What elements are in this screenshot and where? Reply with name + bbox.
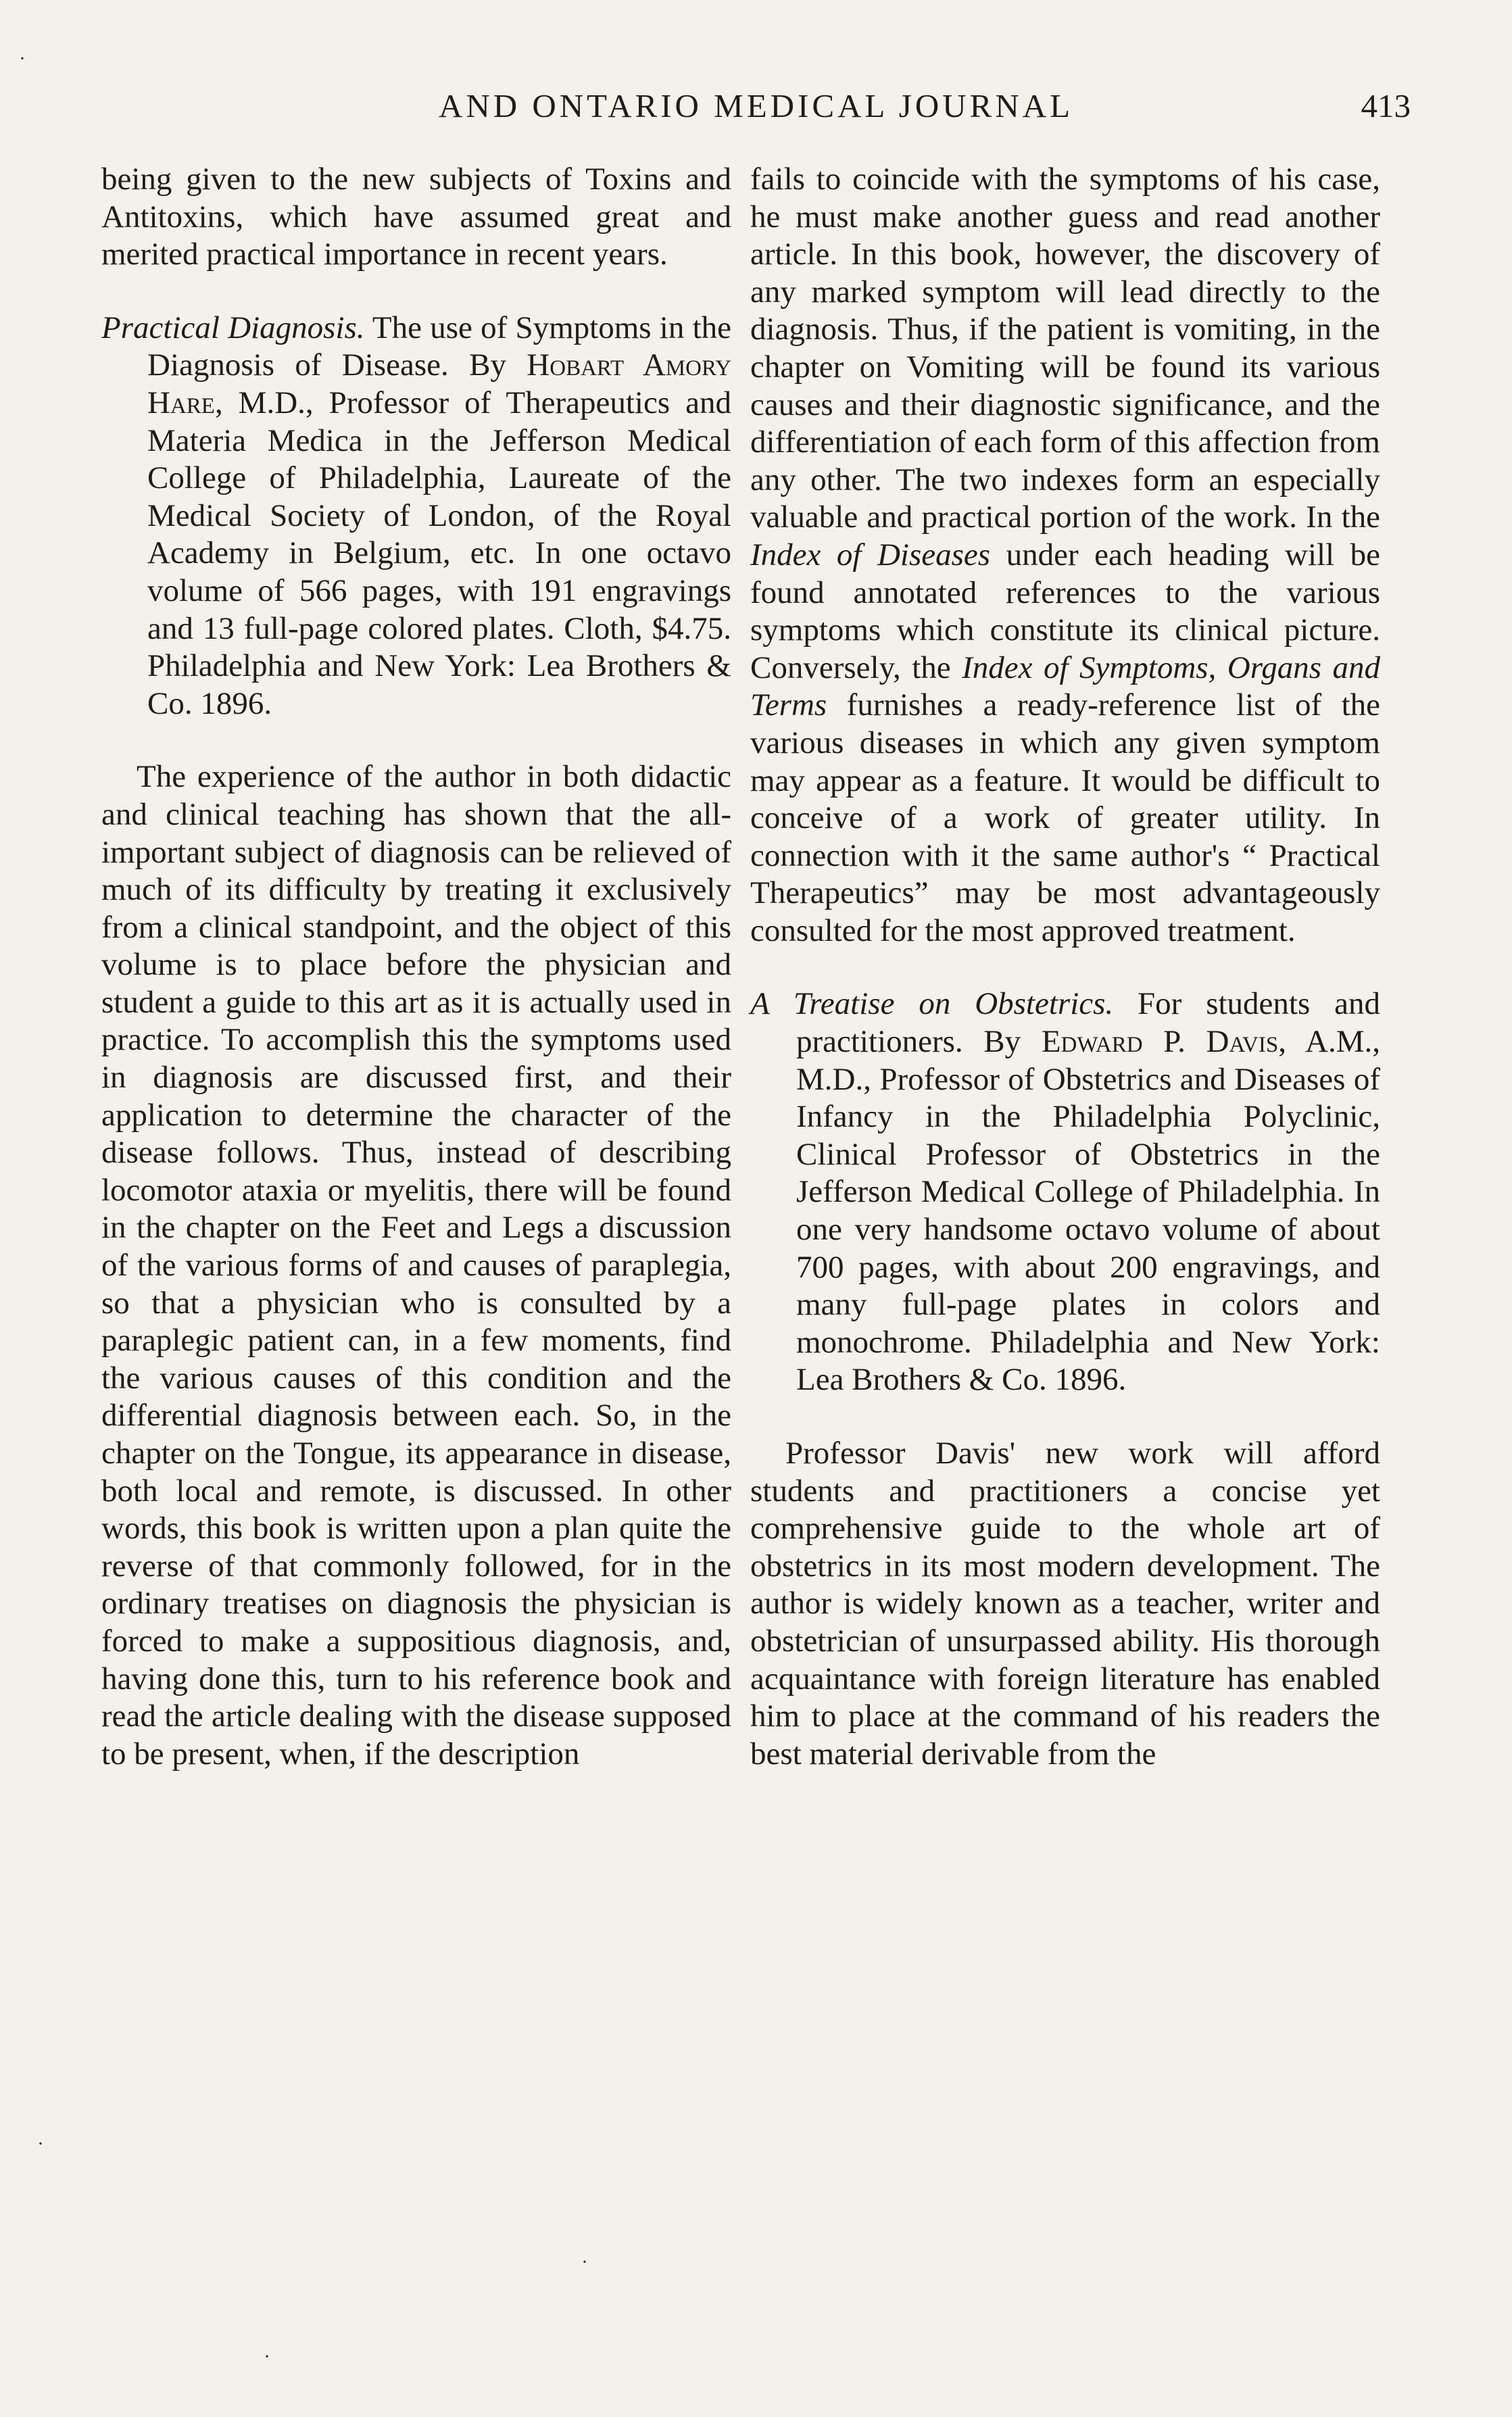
book-review-entry-obstetrics [750,985,1380,1399]
page-number: 413 [1361,87,1411,124]
review-text: under each heading will be found annotated references to the various symptoms which constitute its clinical picture. Conversely, the [750,537,1380,685]
review-paragraph-continued [750,161,1380,950]
running-head: AND ONTARIO MEDICAL JOURNAL [438,87,1074,124]
page-header [101,87,1411,141]
book-details: , M.D., Professor of Therapeutics and Materia Medica in the Jefferson Medical College of Philadelphia, Laureate of the Medical Society of London, of the Royal Academy in Belgium, etc. In one octavo volume of 566 pages, with 191 engravings and 13 full-page colored plates. Cloth, $4.75. Philadelphia and New York: Lea Brothers & Co. 1896. [147,385,731,721]
review-text: furnishes a ready-reference list of the various diseases in which any given symptom may appear as a feature. It would be difficult to conceive of a work of greater utility. In connection with it the same author's “ Practical Therapeutics” may be most advantageously consulted for the most approved treatment. [750,687,1380,948]
book-title: Practical Diagnosis. [101,310,365,345]
print-speck: · [37,2132,44,2155]
review-text: fails to coincide with the symptoms of his case, he must make another guess and read another article. In this book, however, the discovery of any marked symptom will lead directly to the diagnosis. Thus, if the patient is vomiting, in the chapter on Vomiting will be found its various causes and their diagnostic significance, and the differentiation of each form of this affection from any other. The two indexes form an especially valuable and practical portion of the work. In the [750,162,1380,535]
book-review-entry-practical-diagnosis [101,310,731,723]
review-paragraph: The experience of the author in both didactic and clinical teaching has shown that the all-important subject of diagnosis can be relieved of much of its difficulty by treating it exclusively from a clinical standpoint, and the object of this volume is to place before the physician and student a guide to this art as it is actually used in practice. To accomplish this the symptoms used in diagnosis are discussed first, and their application to determine the character of the disease follows. Thus, instead of describing locomotor ataxia or myelitis, there will be found in the chapter on the Feet and Legs a discussion of the various forms of and causes of paraplegia, so that a physician who is consulted by a paraplegic patient can, in a few moments, find the various causes of this condition and the differential diagnosis between each. So, in the chapter on the Tongue, its appearance in disease, both local and remote, is discussed. In other words, this book is written upon a plan quite the reverse of that commonly followed, for in the ordinary treatises on diagnosis the physician is forced to make a suppositious diagnosis, and, having done this, turn to his reference book and read the article dealing with the disease supposed to be present, when, if the description [101,759,731,1772]
print-speck: · [264,2345,270,2368]
book-details: , A.M., M.D., Professor of Obstetrics and Diseases of Infancy in the Philadelphia Polyclinic, Clinical Professor of Obstetrics in the Jefferson Medical College of Philadelphia. In one very handsome octavo volume of about 700 pages, with about 200 engravings, and many full-page plates in colors and monochrome. Philadelphia and New York: Lea Brothers & Co. 1896. [796,1024,1381,1398]
review-paragraph: Professor Davis' new work will afford students and practitioners a concise yet comprehensive guide to the whole art of obstetrics in its most modern development. The author is widely known as a teacher, writer and obstetrician of unsurpassed ability. His thorough acquaintance with foreign literature has enabled him to place at the command of his readers the best material derivable from the [750,1436,1380,1772]
print-speck: · [581,2251,588,2273]
book-title: A Treatise on Obstetrics. [750,986,1114,1022]
book-author: Edward P. Davis [1041,1024,1279,1060]
left-column [101,161,731,1773]
index-title-symptoms: Index of Symptoms, Organs and Terms [750,650,1380,723]
right-column [750,161,1380,1773]
print-speck: · [19,47,26,70]
index-title-diseases: Index of Diseases [750,537,991,572]
book-author: Hobart Amory Hare [147,347,731,420]
continued-paragraph: being given to the new subjects of Toxins and Antitoxins, which have assumed great and merited practical importance in recent years. [101,162,731,272]
book-description: The use of Symptoms in the Diagnosis of Disease. By [147,310,731,383]
book-description: For students and practitioners. By [796,986,1380,1060]
